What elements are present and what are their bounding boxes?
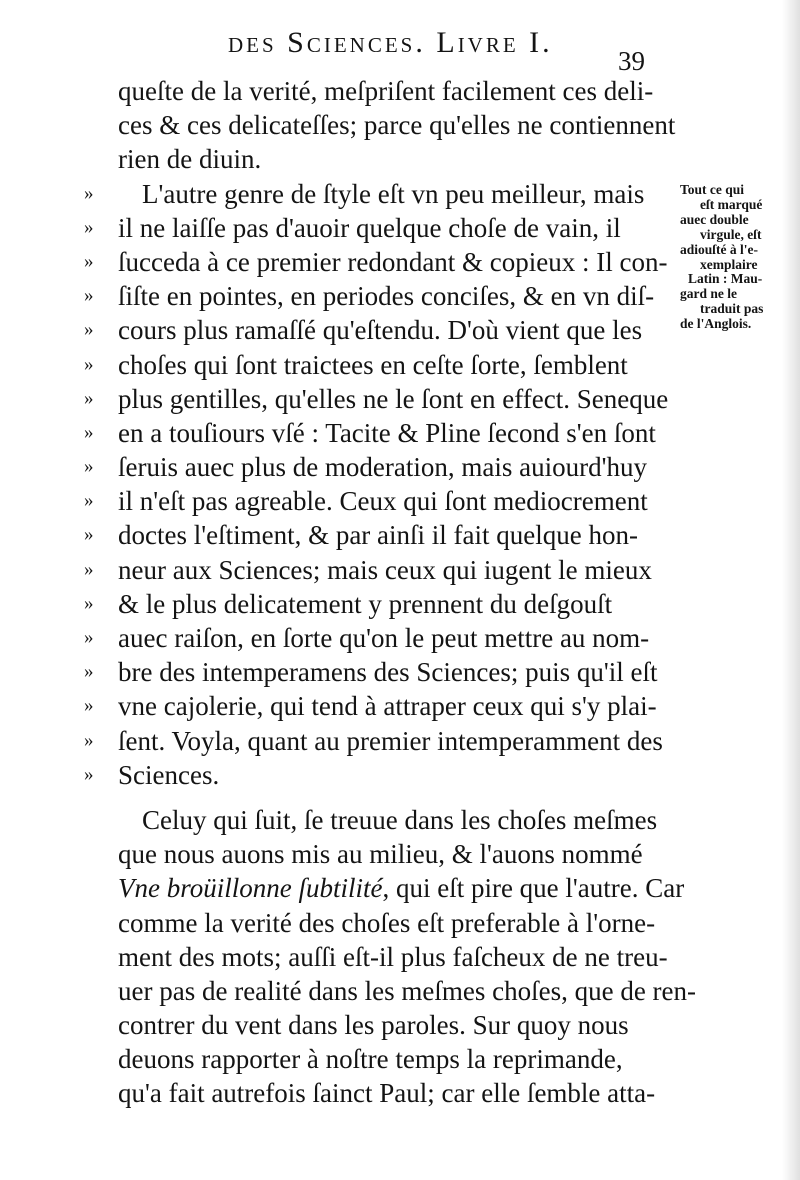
quotation-mark: » (84, 353, 93, 375)
page-edge-shadow (782, 0, 800, 1180)
text-line (84, 108, 684, 142)
line-text: ſiſte en pointes, en periodes conciſes, & en vn diſ- (118, 281, 655, 312)
line-text (118, 871, 684, 905)
running-title: des Sciences. Livre I. (228, 26, 553, 59)
text-line (84, 974, 697, 1008)
quotation-mark: » (84, 182, 93, 204)
line-text: L'autre genre de ſtyle eſt vn peu meilleur, mais (142, 178, 645, 209)
line-text: ces & ces delicateſſes; parce qu'elles ne contiennent (118, 110, 676, 141)
margin-note-line: de l'Anglois. (680, 316, 752, 332)
quotation-mark: » (84, 524, 93, 546)
quotation-mark: » (84, 387, 93, 409)
text-line (84, 655, 684, 689)
margin-note-line: Latin : Mau- (688, 271, 763, 287)
text-line (84, 837, 684, 871)
margin-note-line: eſt marqué (700, 196, 763, 212)
quotation-mark: » (84, 661, 93, 683)
margin-note (680, 183, 790, 332)
quotation-mark: » (84, 558, 93, 580)
line-text: plus gentilles, qu'elles ne le ſont en effect. Seneque (118, 383, 669, 414)
text-line (84, 1008, 684, 1042)
line-text: Celuy qui ſuit, ſe treuue dans les choſes meſmes (142, 804, 658, 835)
text-line (84, 211, 684, 245)
line-text: neur aux Sciences; mais ceux qui iugent le mieux (118, 554, 652, 585)
line-text: ment des mots; auſſi eſt-il plus faſcheux de ne treu- (118, 941, 668, 972)
quotation-mark: » (84, 592, 93, 614)
text-line (84, 416, 684, 450)
text-line (84, 940, 684, 974)
line-text: choſes qui ſont traictees en ceſte ſorte, ſemblent (118, 349, 628, 380)
quotation-mark: » (84, 763, 93, 785)
line-text: comme la verité des choſes eſt preferable à l'orne- (118, 907, 656, 938)
line-text: contrer du vent dans les paroles. Sur quoy nous (118, 1010, 629, 1041)
text-line (84, 689, 684, 723)
text-line (84, 177, 684, 211)
margin-note-line: virgule, eſt (700, 226, 762, 242)
line-text: ſucceda à ce premier redondant & copieux : Il con- (118, 246, 668, 277)
quotation-mark: » (84, 421, 93, 443)
quotation-mark: » (84, 456, 93, 478)
margin-note-line: gard ne le (680, 286, 737, 302)
quotation-mark: » (84, 490, 93, 512)
line-text: il ne laiſſe pas d'auoir quelque choſe de vain, il (118, 212, 621, 243)
line-text: cours plus ramaſſé qu'eſtendu. D'où vient que les (118, 315, 643, 346)
text-line (84, 450, 684, 484)
text-line (84, 621, 684, 655)
text-line (84, 382, 684, 416)
line-text: vne cajolerie, qui tend à attraper ceux qui s'y plai- (118, 691, 657, 722)
text-line (84, 245, 684, 279)
line-text: bre des intemperamens des Sciences; puis qu'il eſt (118, 657, 658, 688)
body-text (84, 74, 697, 1111)
line-text: queſte de la verité, meſpriſent facilement ces deli- (118, 76, 654, 106)
quotation-mark: » (84, 627, 93, 648)
line-text: & le plus delicatement y prennent du deſgouſt (118, 588, 613, 619)
text-line (84, 871, 684, 905)
line-text: qu'a fait autrefois ſainct Paul; car elle ſemble atta- (118, 1078, 656, 1109)
line-text: il n'eſt pas agreable. Ceux qui ſont mediocrement (118, 486, 648, 517)
margin-note-line: auec double (680, 211, 749, 227)
quotation-mark: » (84, 319, 93, 341)
text-line (84, 906, 684, 940)
line-text-rest: , qui eſt pire que l'autre. Car (382, 873, 685, 904)
text-line (84, 587, 684, 621)
line-text: ſeruis auec plus de moderation, mais auiourd'huy (118, 452, 647, 483)
margin-note-line: xemplaire (700, 256, 758, 272)
page-number: 39 (618, 46, 645, 76)
text-line (84, 1076, 684, 1110)
text-line (84, 484, 684, 518)
line-text: auec raiſon, en ſorte qu'on le peut mettre au nom- (118, 623, 650, 653)
text-line (84, 142, 684, 176)
quotation-mark: » (84, 729, 93, 751)
text-line (84, 348, 684, 382)
text-line (84, 724, 684, 758)
margin-note-line: adiouſté à l'e- (680, 241, 758, 257)
text-line (84, 553, 684, 587)
margin-note-line: Tout ce qui (680, 182, 745, 197)
text-line (84, 758, 684, 792)
paragraph-gap (84, 792, 684, 803)
italic-phrase: Vne broüillonne ſubtilité (118, 873, 383, 904)
text-line (84, 1042, 684, 1076)
quotation-mark: » (84, 695, 93, 717)
line-text: rien de diuin. (118, 144, 262, 175)
line-text: Sciences. (118, 759, 220, 790)
text-line (84, 803, 684, 837)
quotation-mark: » (84, 285, 93, 307)
quotation-mark: » (84, 250, 93, 272)
text-line (84, 279, 684, 313)
line-text: que nous auons mis au milieu, & l'auons nommé (118, 839, 643, 870)
line-text: uer pas de realité dans les meſmes choſes, que de ren- (118, 975, 697, 1006)
text-line (84, 313, 684, 347)
line-text: deuons rapporter à noſtre temps la reprimande, (118, 1044, 623, 1075)
text-line (84, 74, 684, 108)
line-text: doctes l'eſtiment, & par ainſi il fait quelque hon- (118, 520, 638, 551)
quotation-mark: » (84, 216, 93, 238)
margin-note-line: traduit pas (700, 301, 764, 317)
line-text: ſent. Voyla, quant au premier intemperamment des (118, 725, 663, 756)
text-line (84, 518, 684, 552)
line-text: en a touſiours vſé : Tacite & Pline ſecond s'en ſont (118, 417, 656, 448)
